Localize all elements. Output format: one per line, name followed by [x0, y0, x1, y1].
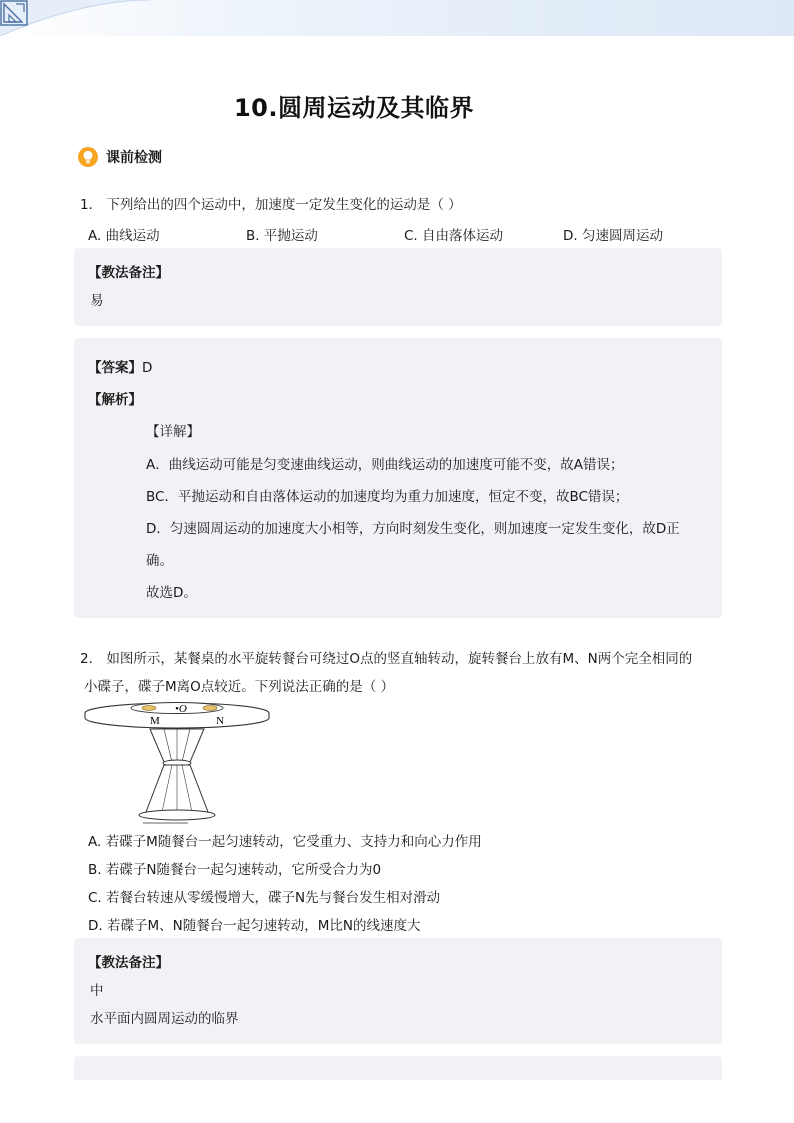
- question-1-answer-box: [74, 338, 722, 618]
- section-label: 课前检测: [106, 150, 162, 166]
- detail-line: BC．平抛运动和自由落体运动的加速度均为重力加速度，恒定不变，故BC错误；: [146, 489, 629, 505]
- detail-line: A．曲线运动可能是匀变速曲线运动，则曲线运动的加速度可能不变，故A错误；: [146, 457, 624, 473]
- question-2-option-c: C. 若餐台转速从零缓慢增大，碟子N先与餐台发生相对滑动: [88, 890, 441, 906]
- question-1-teaching-note: [74, 248, 722, 326]
- detail-line: D．匀速圆周运动的加速度大小相等，方向时刻发生变化，则加速度一定发生变化，故D正: [146, 521, 680, 537]
- question-1-option-b: B. 平抛运动: [246, 228, 318, 244]
- note-line: 中: [90, 983, 104, 999]
- header-band: [0, 0, 794, 36]
- header-decoration: [0, 0, 794, 36]
- page-title: 10.圆周运动及其临界: [233, 94, 474, 122]
- detail-label: 【详解】: [146, 424, 200, 440]
- question-1-option-a: A. 曲线运动: [88, 228, 160, 244]
- analysis-label: 【解析】: [88, 392, 142, 408]
- question-1-option-c: C. 自由落体运动: [404, 228, 504, 244]
- question-1-stem: 1． 下列给出的四个运动中，加速度一定发生变化的运动是（ ）: [80, 197, 462, 213]
- question-2-option-b: B. 若碟子N随餐台一起匀速转动，它所受合力为0: [88, 862, 382, 878]
- question-2-stem-line-1: 2． 如图所示，某餐桌的水平旋转餐台可绕过O点的竖直轴转动，旋转餐台上放有M、N两个完全相同的: [80, 651, 693, 667]
- question-1-options: [88, 220, 728, 246]
- rotating-table-figure: [82, 700, 272, 826]
- answer-value: D: [142, 360, 153, 376]
- question-2-teaching-note: [74, 938, 722, 1044]
- detail-line: 故选D。: [146, 585, 197, 601]
- note-line: 水平面内圆周运动的临界: [90, 1011, 239, 1027]
- answer-row: [88, 356, 152, 376]
- question-1-option-d: D. 匀速圆周运动: [563, 228, 663, 244]
- detail-line: 确。: [146, 553, 173, 569]
- section-header: [78, 146, 162, 168]
- question-2-answer-box: [74, 1056, 722, 1080]
- note-header: 【教法备注】: [88, 955, 169, 971]
- question-2-option-d: D. 若碟子M、N随餐台一起匀速转动，M比N的线速度大: [88, 918, 421, 934]
- answer-label: 【答案】: [88, 360, 142, 376]
- question-2-stem-line-2: 小碟子，碟子M离O点较近。下列说法正确的是（ ）: [84, 679, 395, 695]
- lightbulb-icon: [78, 147, 98, 167]
- figure-label-o: •O: [175, 703, 187, 715]
- figure-label-m: M: [150, 715, 160, 727]
- figure-label-n: N: [216, 715, 224, 727]
- ruler-triangle-logo: [0, 0, 28, 26]
- question-2-option-a: A. 若碟子M随餐台一起匀速转动，它受重力、支持力和向心力作用: [88, 834, 482, 850]
- note-line: 易: [90, 293, 104, 309]
- note-header: 【教法备注】: [88, 265, 169, 281]
